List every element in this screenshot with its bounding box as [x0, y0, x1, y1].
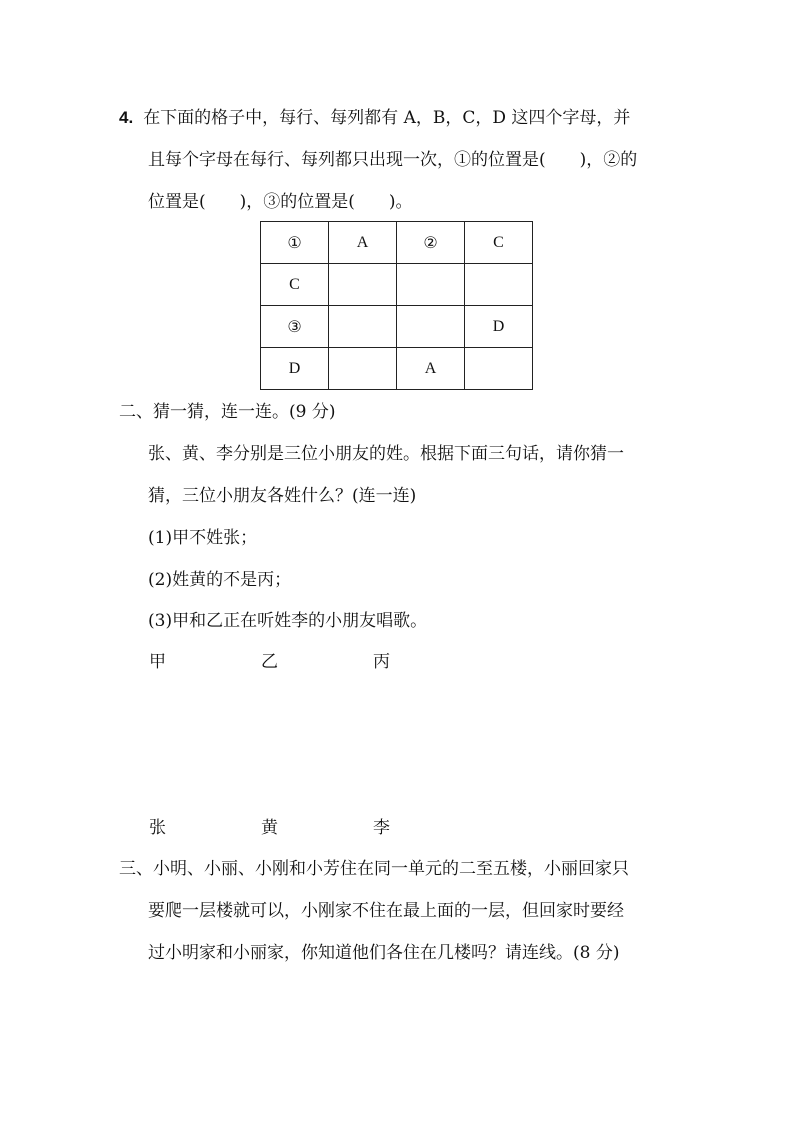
grid-cell: D: [465, 306, 533, 348]
clue-1: (1)甲不姓张；: [148, 528, 258, 548]
section-2-intro-1: 张、黄、李分别是三位小朋友的姓。根据下面三句话，请你猜一: [148, 444, 624, 464]
person-bing[interactable]: 丙: [373, 652, 390, 672]
grid-cell: [329, 348, 397, 390]
person-yi[interactable]: 乙: [261, 652, 278, 672]
grid-cell: [465, 348, 533, 390]
section-2-intro-2: 猜，三位小朋友各姓什么？(连一连): [148, 486, 417, 506]
grid-row: [261, 264, 533, 306]
surname-zhang[interactable]: 张: [149, 818, 166, 838]
grid-row: [261, 348, 533, 390]
grid-cell: ②: [397, 222, 465, 264]
people-row: [0, 651, 794, 673]
section-3-line-2: 要爬一层楼就可以，小刚家不住在最上面的一层，但回家时要经: [148, 901, 624, 921]
grid-cell: D: [261, 348, 329, 390]
surnames-row: [0, 817, 794, 839]
surname-li[interactable]: 李: [373, 818, 390, 838]
grid-cell: [397, 306, 465, 348]
grid-cell: ①: [261, 222, 329, 264]
section-3-line-1: 三、小明、小丽、小刚和小芳住在同一单元的二至五楼，小丽回家只: [119, 859, 629, 879]
grid-cell: [465, 264, 533, 306]
grid-cell: C: [261, 264, 329, 306]
clue-2: (2)姓黄的不是丙；: [148, 570, 292, 590]
grid-cell: [397, 264, 465, 306]
question-4-line-2: 且每个字母在每行、每列都只出现一次，①的位置是( )，②的: [148, 150, 638, 170]
grid-cell: ③: [261, 306, 329, 348]
grid-cell: [329, 264, 397, 306]
grid-cell: [329, 306, 397, 348]
grid-row: [261, 222, 533, 264]
question-4-text-1: 在下面的格子中，每行、每列都有 A，B，C，D 这四个字母，并: [143, 108, 631, 128]
letter-grid: [260, 221, 533, 390]
grid-row: [261, 306, 533, 348]
clue-3: (3)甲和乙正在听姓李的小朋友唱歌。: [148, 611, 428, 631]
person-jia[interactable]: 甲: [149, 652, 166, 672]
grid-cell: A: [329, 222, 397, 264]
section-3-line-3: 过小明家和小丽家，你知道他们各住在几楼吗？请连线。(8 分): [148, 943, 620, 963]
section-2-heading: 二、猜一猜，连一连。(9 分): [119, 402, 336, 422]
question-4-line-1: [119, 107, 630, 129]
question-number: 4.: [119, 108, 134, 127]
surname-huang[interactable]: 黄: [261, 818, 278, 838]
question-4-line-3: 位置是( )，③的位置是( )。: [148, 192, 413, 212]
grid-cell: C: [465, 222, 533, 264]
grid-cell: A: [397, 348, 465, 390]
